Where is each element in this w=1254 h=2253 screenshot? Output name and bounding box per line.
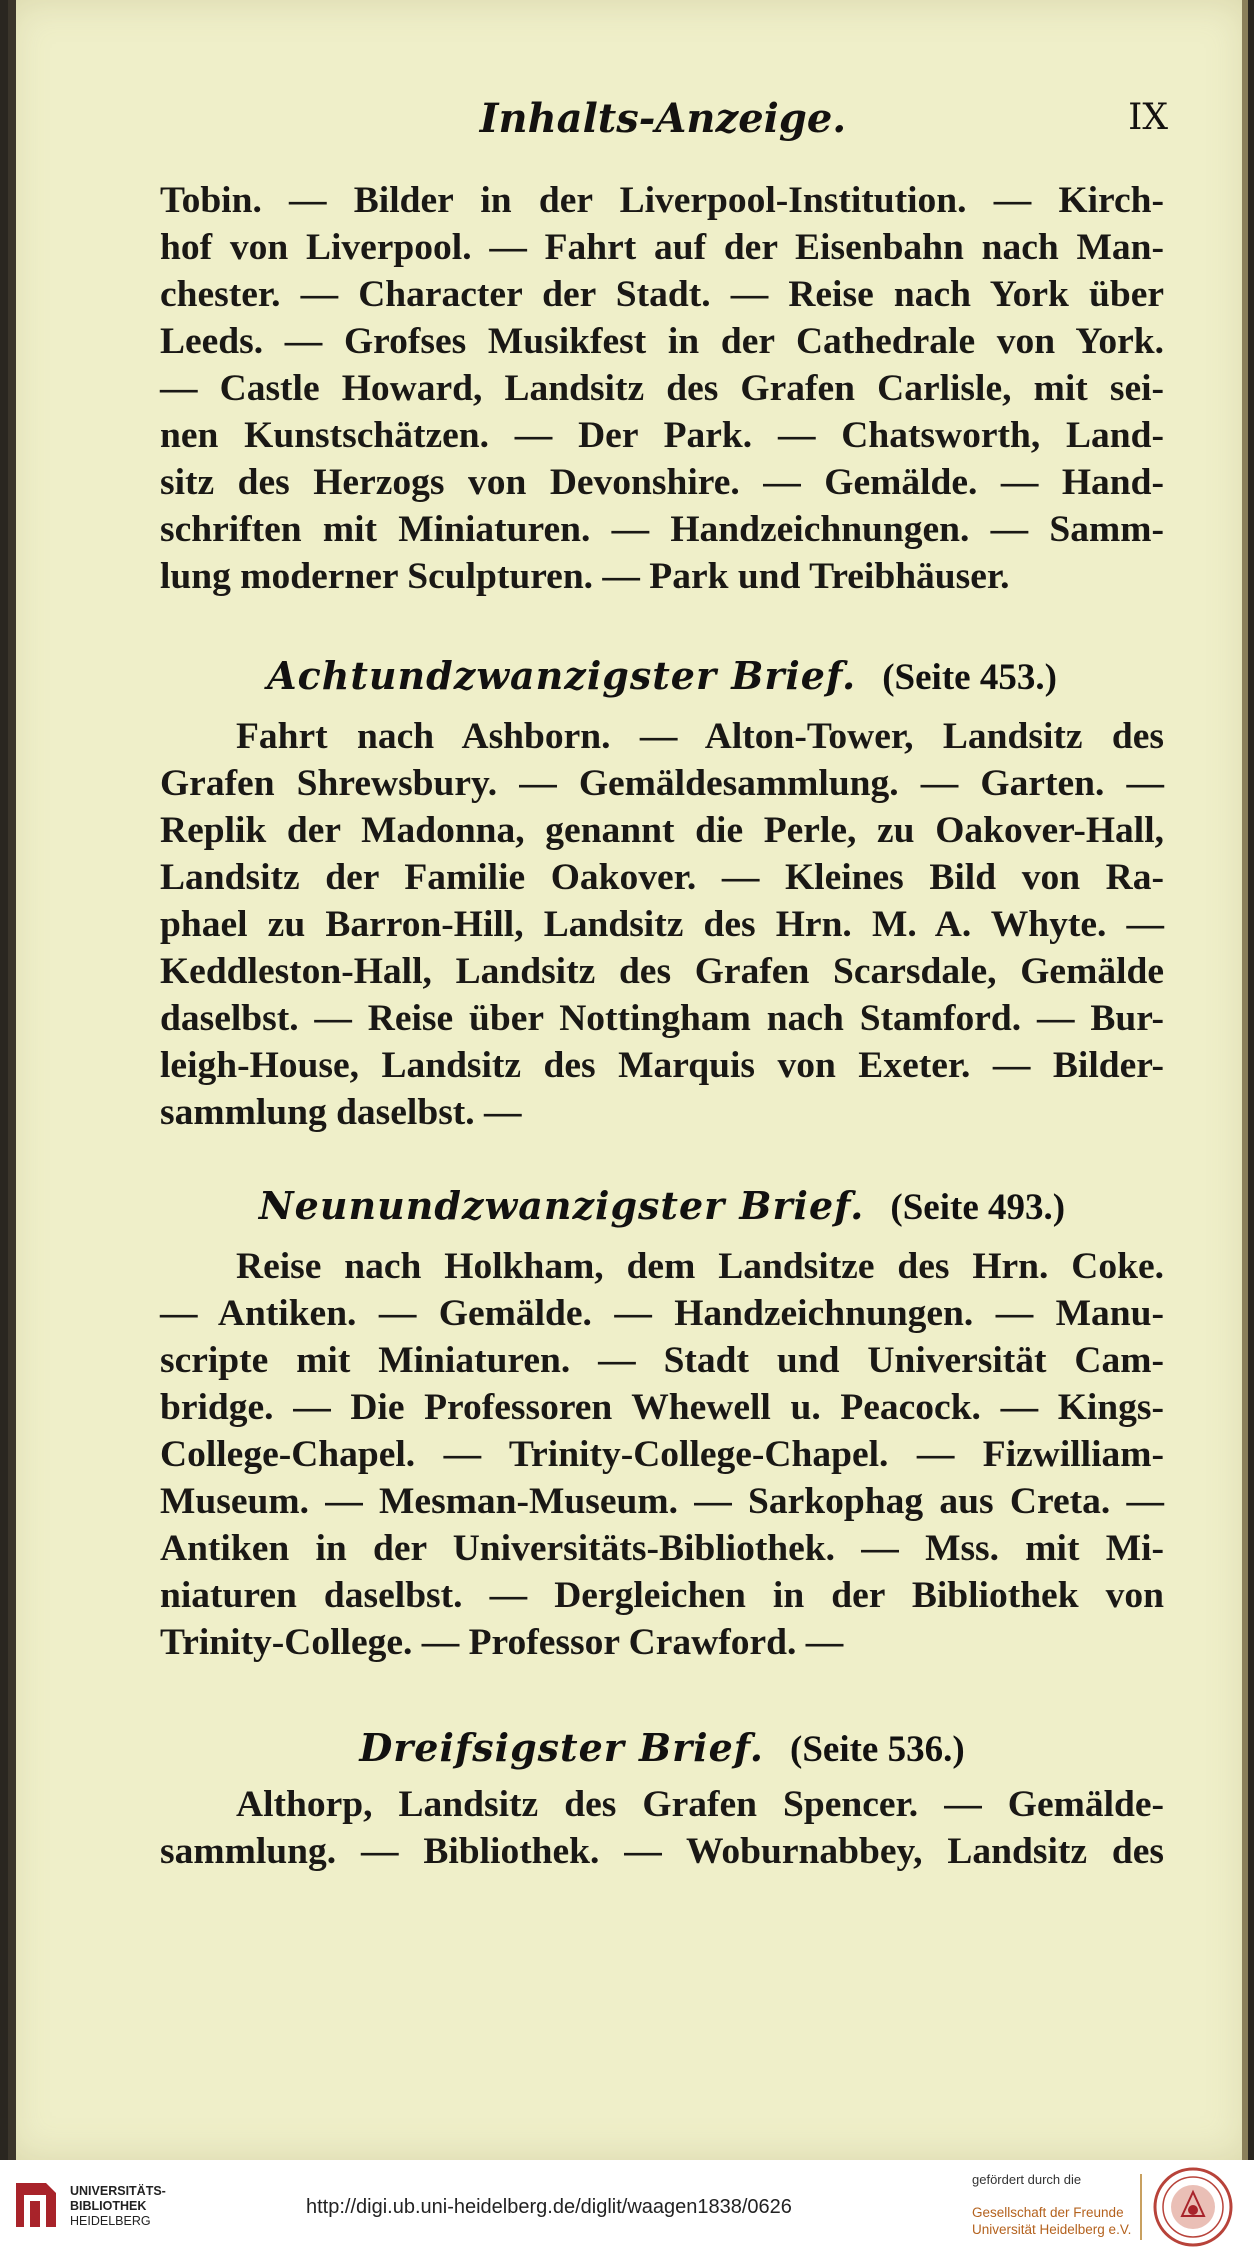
text-line: Landsitz der Familie Oakover. — Kleines Bild von Ra- [160,857,1164,898]
text-line: — Antiken. — Gemälde. — Handzeichnungen. — Manu- [160,1293,1164,1334]
footer-divider [1140,2174,1142,2240]
digitization-footer [0,2160,1254,2253]
section-paragraph [160,713,1164,1136]
text-line: College-Chapel. — Trinity-College-Chapel. — Fizwilliam- [160,1434,1164,1475]
text-line: Althorp, Landsitz des Grafen Spencer. — Gemälde- [236,1784,1164,1825]
section-paragraph [160,1781,1164,1875]
text-line: Antiken in der Universitäts-Bibliothek. — Mss. mit Mi- [160,1528,1164,1569]
intro-paragraph [160,177,1164,600]
source-url-link[interactable]: http://digi.ub.uni-heidelberg.de/diglit/waagen1838/0626 [306,2196,792,2218]
text-line: sitz des Herzogs von Devonshire. — Gemälde. — Hand- [160,462,1164,503]
section-title: Dreifsigster Brief. [359,1725,764,1770]
text-line: Grafen Shrewsbury. — Gemäldesammlung. — Garten. — [160,763,1164,804]
text-line: Tobin. — Bilder in der Liverpool-Institution. — Kirch- [160,180,1164,221]
section-heading [160,1718,1164,1778]
book-spine-edge [8,0,16,2160]
supporting-organization [972,2204,1131,2238]
running-head [158,95,1168,155]
text-line: Replik der Madonna, genannt die Perle, zu Oakover-Hall, [160,810,1164,851]
text-line: chester. — Character der Stadt. — Reise nach York über [160,274,1164,315]
text-line: bridge. — Die Professoren Whewell u. Peacock. — Kings- [160,1387,1164,1428]
text-line: phael zu Barron-Hill, Landsitz des Hrn. M. A. Whyte. — [160,904,1164,945]
text-line: nen Kunstschätzen. — Der Park. — Chatsworth, Land- [160,415,1164,456]
text-line: Reise nach Holkham, dem Landsitze des Hrn. Coke. [236,1246,1164,1287]
text-line: hof von Liverpool. — Fahrt auf der Eisenbahn nach Man- [160,227,1164,268]
text-line: leigh-House, Landsitz des Marquis von Exeter. — Bilder- [160,1045,1164,1086]
text-line: niaturen daselbst. — Dergleichen in der Bibliothek von [160,1575,1164,1616]
section-paragraph [160,1243,1164,1666]
text-line: sammlung daselbst. — [160,1092,522,1133]
section-title: Achtundzwanzigster Brief. [267,653,857,698]
scanned-page [8,0,1248,2160]
text-line: daselbst. — Reise über Nottingham nach Stamford. — Bur- [160,998,1164,1039]
section-page-ref: (Seite 453.) [882,657,1057,698]
organization-name-line: Gesellschaft der Freunde [972,2205,1124,2220]
text-line: Trinity-College. — Professor Crawford. — [160,1622,844,1663]
section-page-ref: (Seite 536.) [790,1729,965,1770]
library-name-line: HEIDELBERG [70,2214,151,2228]
section-heading [160,646,1164,706]
text-line: — Castle Howard, Landsitz des Grafen Carlisle, mit sei- [160,368,1164,409]
library-name [70,2184,166,2229]
section-title: Neunundzwanzigster Brief. [258,1183,865,1228]
page-number: IX [1128,97,1168,138]
section-heading [160,1176,1164,1236]
running-head-title: Inhalts-Anzeige. [479,95,847,142]
text-line: sammlung. — Bibliothek. — Woburnabbey, Landsitz des [160,1831,1164,1872]
text-line: Keddleston-Hall, Landsitz des Grafen Scarsdale, Gemälde [160,951,1164,992]
library-name-line: UNIVERSITÄTS- [70,2184,166,2198]
supported-by-label: gefördert durch die [972,2172,1082,2187]
text-line: scripte mit Miniaturen. — Stadt und Universität Cam- [160,1340,1164,1381]
organization-name-line: Universität Heidelberg e.V. [972,2222,1132,2237]
text-line: schriften mit Miniaturen. — Handzeichnungen. — Samm- [160,509,1164,550]
library-name-line: BIBLIOTHEK [70,2199,147,2213]
university-seal-icon [1152,2166,1234,2248]
page-edge [1242,0,1248,2160]
text-line: Fahrt nach Ashborn. — Alton-Tower, Landsitz des [236,716,1164,757]
text-line: Leeds. — Grofses Musikfest in der Cathedrale von York. [160,321,1164,362]
section-page-ref: (Seite 493.) [890,1187,1066,1228]
university-library-logo-icon [14,2177,60,2237]
text-line: lung moderner Sculpturen. — Park und Treibhäuser. [160,556,1010,597]
text-line: Museum. — Mesman-Museum. — Sarkophag aus Creta. — [160,1481,1164,1522]
